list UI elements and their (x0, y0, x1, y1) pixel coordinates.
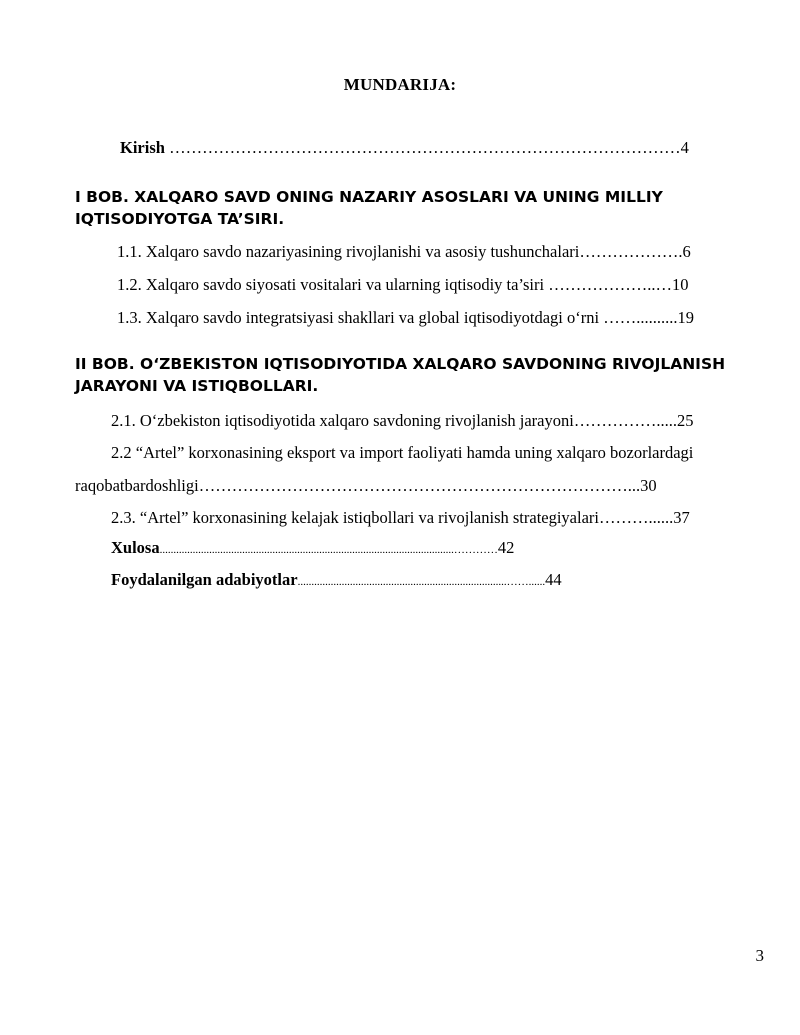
toc-intro-label: Kirish (120, 138, 165, 157)
toc-entry-2-3 (111, 508, 690, 528)
toc-entry-page: 25 (676, 411, 694, 430)
toc-conclusion-label: Xulosa (111, 538, 160, 557)
toc-entry-conclusion (111, 538, 514, 558)
toc-entry-page: 19 (677, 308, 694, 327)
toc-entry-text: 2.1. O‘zbekiston iqtisodiyotida xalqaro savdoning rivojlanish jarayoni……………..... (111, 411, 677, 430)
toc-references-page: 44 (545, 570, 562, 589)
toc-conclusion-page: 42 (497, 538, 515, 557)
toc-entry-page: 6 (682, 242, 691, 261)
toc-intro-page: 4 (680, 138, 689, 157)
page-number: 3 (755, 946, 764, 965)
toc-entry-intro (120, 138, 689, 158)
toc-entry-text: 1.3. Xalqaro savdo integratsiyasi shakllari va global iqtisodiyotdagi o‘rni …….......... (117, 308, 678, 327)
toc-entry-2-1 (111, 411, 693, 431)
toc-entry-text: raqobatbardoshligi……………………………………………………………………... (75, 476, 641, 495)
toc-conclusion-leader: ...........................................................................................................………… (159, 544, 498, 556)
toc-entry-2-2-line1 (111, 443, 693, 463)
toc-entry-text: 2.3. “Artel” korxonasining kelajak istiqbollari va rivojlanish strategiyalari………...... (111, 508, 674, 527)
toc-entry-references (111, 570, 562, 590)
toc-intro-leader: ………………………………………………………………………………… (164, 138, 681, 157)
toc-entry-text: 2.2 “Artel” korxonasining eksport va import faoliyati hamda uning xalqaro bozorlardagi (111, 443, 694, 462)
toc-references-leader: ............................................................................……...... (297, 576, 546, 588)
toc-entry-page: 37 (673, 508, 690, 527)
toc-entry-1-3 (117, 308, 694, 328)
toc-entry-2-2-line2 (75, 476, 657, 496)
toc-entry-text: 1.1. Xalqaro savdo nazariyasining rivojlanishi va asosiy tushunchalari………………. (117, 242, 683, 261)
toc-entry-page: 30 (640, 476, 657, 495)
toc-entry-page: 10 (671, 275, 689, 294)
chapter-1-heading: I BOB. XALQARO SAVD ONING NAZARIY ASOSLARI VA UNING MILLIY IQTISODIYOTGA TA’SIRI. (75, 188, 663, 228)
chapter-2-heading: II BOB. O‘ZBEKISTON IQTISODIYOTIDA XALQARO SAVDONING RIVOJLANISH JARAYONI VA ISTIQBOLLARI. (75, 355, 726, 395)
toc-references-label: Foydalanilgan adabiyotlar (111, 570, 298, 589)
toc-entry-1-2 (117, 275, 688, 295)
toc-entry-1-1 (117, 242, 691, 262)
toc-entry-text: 1.2. Xalqaro savdo siyosati vositalari va ularning iqtisodiy ta’siri ………………..… (117, 275, 672, 294)
page-title: MUNDARIJA: (343, 75, 457, 94)
